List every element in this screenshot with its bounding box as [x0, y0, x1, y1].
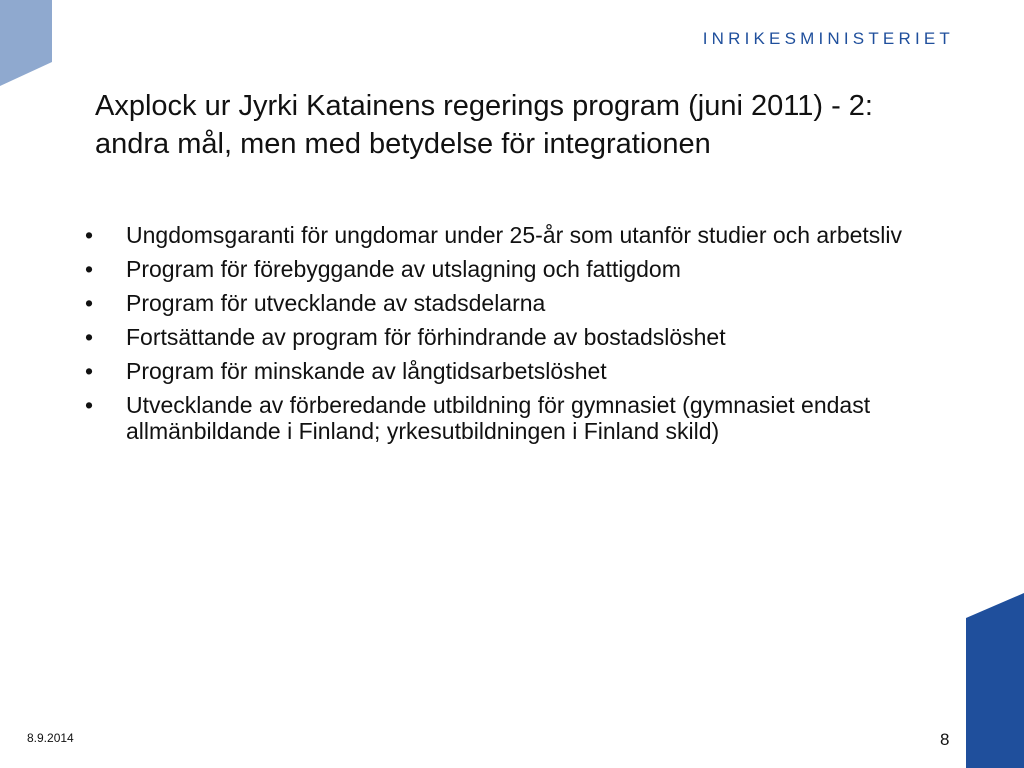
list-item — [85, 392, 945, 444]
list-item-text: Fortsättande av program för förhindrande av bostadslöshet — [126, 324, 726, 350]
bullet-icon: • — [85, 324, 94, 350]
list-item-text: Ungdomsgaranti för ungdomar under 25-år som utanför studier och arbetsliv — [126, 222, 903, 248]
list-item — [85, 324, 945, 350]
top-left-corner-decoration — [0, 0, 52, 86]
list-item — [85, 222, 945, 248]
list-item-text: Program för förebyggande av utslagning och fattigdom — [126, 256, 681, 282]
bottom-right-corner-decoration — [966, 593, 1024, 768]
list-item — [85, 358, 945, 384]
bullet-icon: • — [85, 392, 94, 418]
bullet-icon: • — [85, 358, 94, 384]
list-item — [85, 290, 945, 316]
bullet-icon: • — [85, 222, 94, 248]
bullet-list — [85, 222, 945, 452]
list-item-text: Program för utvecklande av stadsdelarna — [126, 290, 546, 316]
list-item-text: Utvecklande av förberedande utbildning för gymnasiet (gymnasiet endast allmänbildande i Finland; yrkesutbildningen i Finland skild) — [126, 392, 871, 444]
ministry-logo: INRIKESMINISTERIET — [702, 29, 954, 48]
list-item-text: Program för minskande av långtidsarbetslöshet — [126, 358, 607, 384]
bullet-icon: • — [85, 290, 94, 316]
bullet-icon: • — [85, 256, 94, 282]
page-number: 8 — [940, 730, 950, 749]
footer-date: 8.9.2014 — [27, 731, 74, 745]
slide-title: Axplock ur Jyrki Katainens regerings program (juni 2011) - 2: andra mål, men med betydelse för integrationen — [95, 90, 873, 160]
list-item — [85, 256, 945, 282]
